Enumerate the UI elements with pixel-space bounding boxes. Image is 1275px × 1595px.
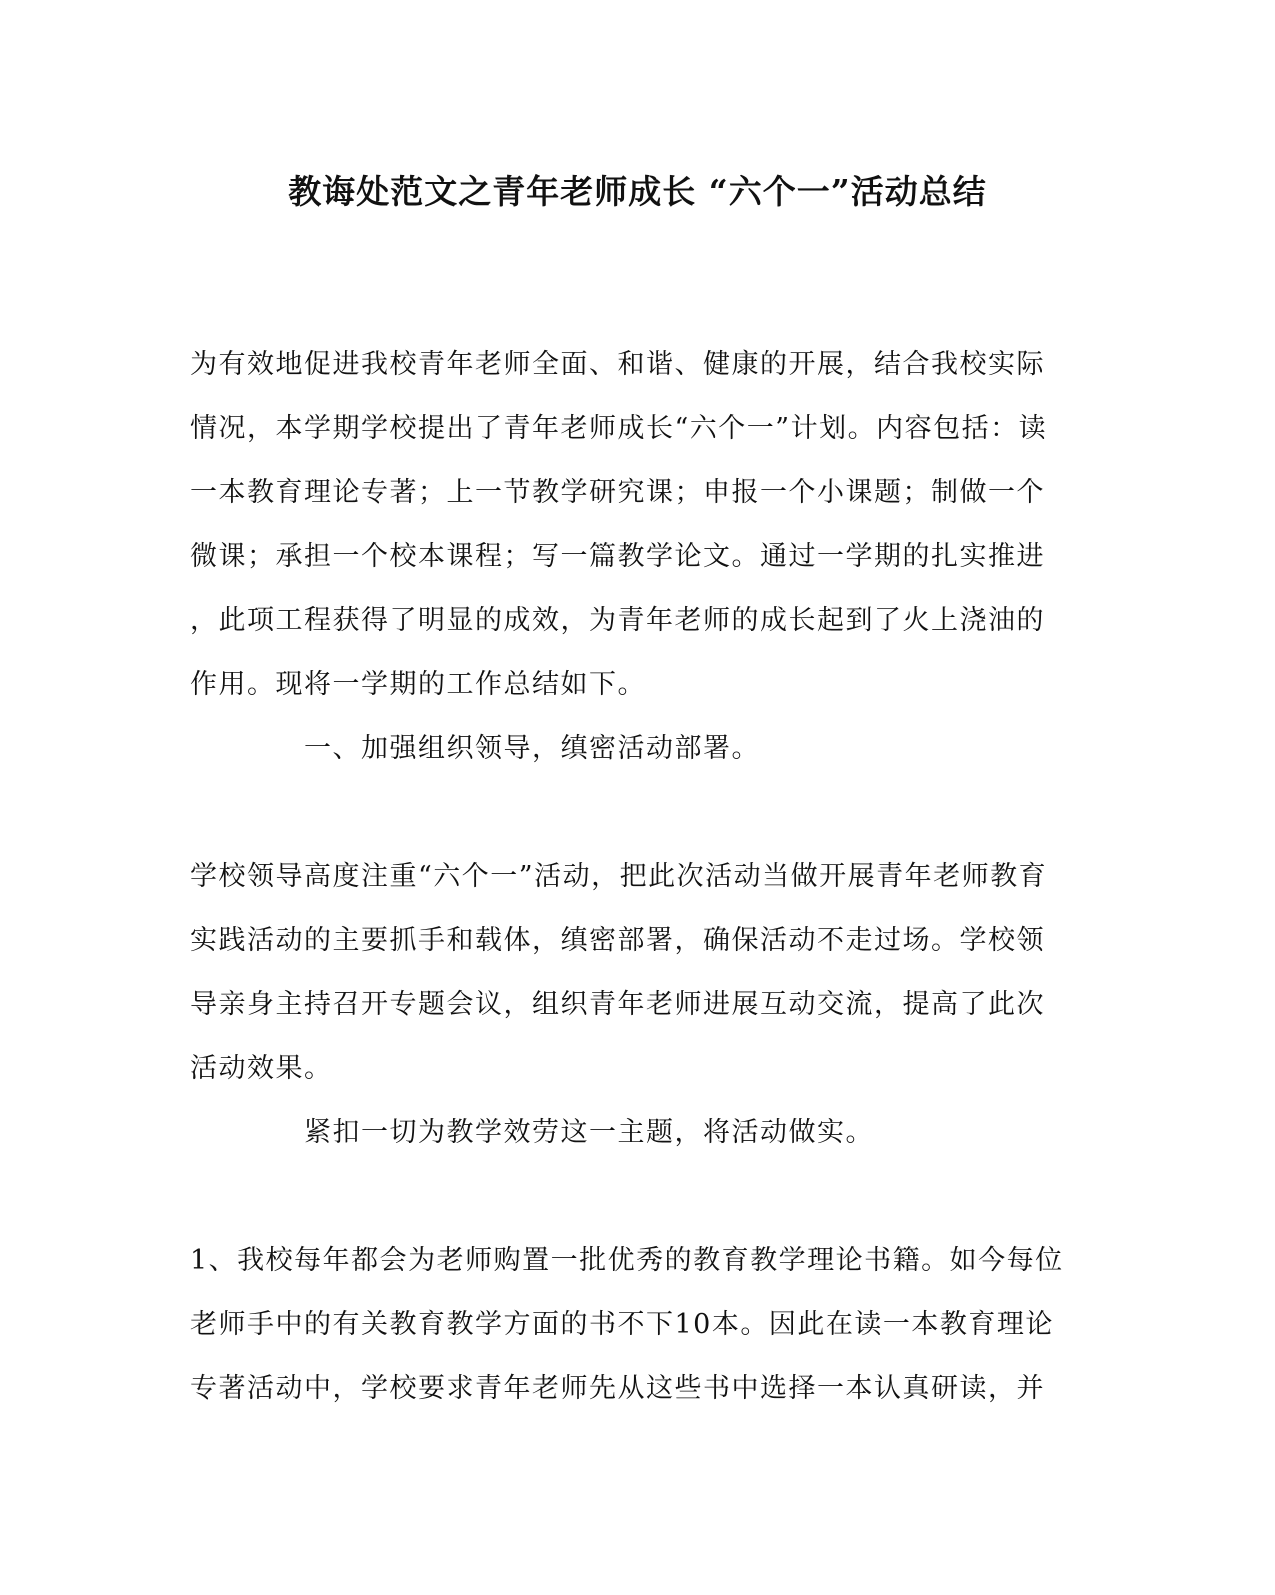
- section2-paragraph: [190, 1229, 1070, 1421]
- section-heading-1: 一、加强组织领导，缜密活动部署。: [304, 733, 760, 764]
- section-heading-2: 紧扣一切为教学效劳这一主题，将活动做实。: [304, 1117, 874, 1148]
- paragraph-line: 作用。现将一学期的工作总结如下。: [190, 669, 646, 700]
- section1-paragraph: [190, 845, 1070, 1101]
- paragraph-line: 导亲身主持召开专题会议，组织青年老师进展互动交流，提高了此次: [190, 989, 1045, 1020]
- paragraph-line: ，此项工程获得了明显的成效，为青年老师的成长起到了火上浇油的: [190, 605, 1045, 636]
- paragraph-line: 微课；承担一个校本课程；写一篇教学论文。通过一学期的扎实推进: [190, 541, 1045, 572]
- intro-paragraph: [190, 333, 1070, 717]
- paragraph-line: 实践活动的主要抓手和载体，缜密部署，确保活动不走过场。学校领: [190, 925, 1045, 956]
- paragraph-line: 情况，本学期学校提出了青年老师成长“六个一”计划。内容包括：读: [190, 413, 1048, 444]
- paragraph-line: 专著活动中，学校要求青年老师先从这些书中选择一本认真研读，并: [190, 1373, 1045, 1404]
- paragraph-line: 老师手中的有关教育教学方面的书不下10本。因此在读一本教育理论: [190, 1309, 1054, 1340]
- paragraph-line: 活动效果。: [190, 1053, 333, 1084]
- document-title: 教诲处范文之青年老师成长 “六个一”活动总结: [288, 172, 987, 211]
- paragraph-line: 1、我校每年都会为老师购置一批优秀的教育教学理论书籍。如今每位: [190, 1245, 1064, 1276]
- paragraph-line: 一本教育理论专著；上一节教学研究课；申报一个小课题；制做一个: [190, 477, 1045, 508]
- paragraph-line: 为有效地促进我校青年老师全面、和谐、健康的开展，结合我校实际: [190, 349, 1045, 380]
- paragraph-line: 学校领导高度注重“六个一”活动，把此次活动当做开展青年老师教育: [190, 861, 1048, 892]
